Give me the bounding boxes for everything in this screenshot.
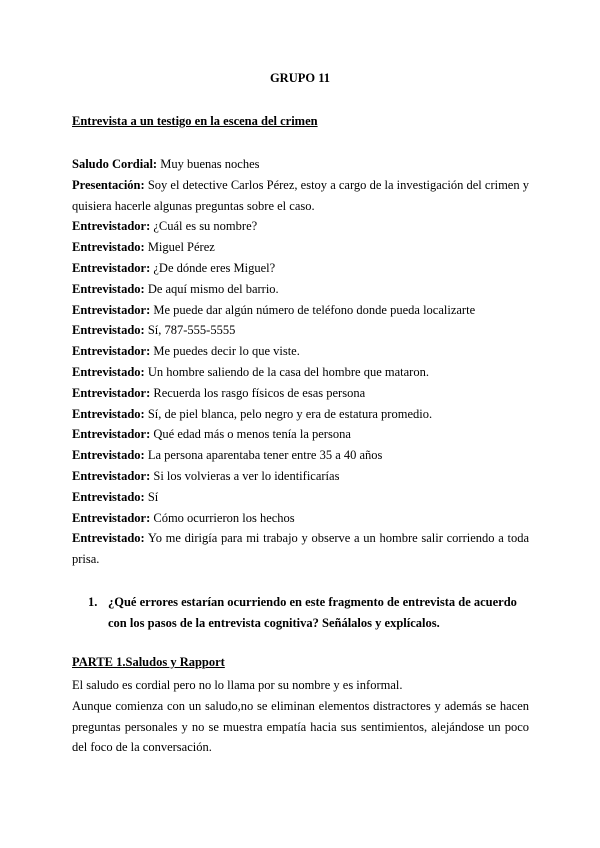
speaker-label: Entrevistado: bbox=[72, 531, 145, 546]
transcript-line bbox=[72, 175, 529, 217]
question-text: ¿Qué errores estarían ocurriendo en este fragmento de entrevista de acuerdo con los pasos de la entrevista cognitiva? Señálalos y explícalos. bbox=[108, 595, 517, 630]
section-heading: PARTE 1.Saludos y Rapport bbox=[72, 655, 225, 669]
line-text: Cómo ocurrieron los hechos bbox=[150, 510, 295, 525]
speaker-label: Entrevistado: bbox=[72, 281, 145, 296]
interview-transcript bbox=[72, 154, 529, 570]
speaker-label: Entrevistador: bbox=[72, 302, 151, 317]
paragraph: Aunque comienza con un saludo,no se eliminan elementos distractores y además se hacen preguntas personales y no se muestra empatía hacia sus sentimientos, alejándose un poco del foco de la conversación. bbox=[72, 698, 529, 755]
transcript-line bbox=[72, 466, 529, 487]
transcript-line bbox=[72, 362, 529, 383]
speaker-label: Entrevistado: bbox=[72, 489, 145, 504]
document-title: GRUPO 11 bbox=[269, 71, 331, 85]
speaker-label: Entrevistado: bbox=[72, 406, 145, 421]
transcript-line bbox=[72, 528, 529, 570]
paragraph: El saludo es cordial pero no lo llama por su nombre y es informal. bbox=[72, 678, 403, 692]
speaker-label: Entrevistador: bbox=[72, 260, 151, 275]
line-text: Qué edad más o menos tenía la persona bbox=[150, 427, 351, 442]
speaker-label: Entrevistado: bbox=[72, 448, 145, 463]
line-text: Sí, 787-555-5555 bbox=[144, 323, 236, 338]
speaker-label: Entrevistado: bbox=[72, 364, 145, 379]
transcript-line bbox=[72, 300, 529, 321]
speaker-label: Entrevistador: bbox=[72, 510, 151, 525]
transcript-line bbox=[72, 487, 529, 508]
speaker-label: Saludo Cordial: bbox=[72, 157, 158, 171]
transcript-line bbox=[72, 154, 529, 175]
line-text: Sí bbox=[144, 489, 159, 504]
question-number: 1. bbox=[88, 595, 98, 609]
speaker-label: Entrevistador: bbox=[72, 219, 151, 234]
line-text: Soy el detective Carlos Pérez, estoy a cargo de la investigación del crimen y quisiera hacerle algunas preguntas sobre el caso. bbox=[72, 177, 529, 213]
transcript-line bbox=[72, 404, 529, 425]
transcript-line bbox=[72, 237, 529, 258]
transcript-line bbox=[72, 383, 529, 404]
section-body bbox=[72, 675, 529, 758]
line-text: Miguel Pérez bbox=[144, 240, 215, 255]
speaker-label: Entrevistado: bbox=[72, 240, 145, 255]
line-text: Yo me dirigía para mi trabajo y observe a un hombre salir corriendo a toda prisa. bbox=[72, 531, 529, 567]
line-text: Sí, de piel blanca, pelo negro y era de estatura promedio. bbox=[144, 406, 433, 421]
line-text: Me puede dar algún número de teléfono donde pueda localizarte bbox=[150, 302, 476, 317]
line-text: Un hombre saliendo de la casa del hombre que mataron. bbox=[144, 364, 429, 379]
line-text: La persona aparentaba tener entre 35 a 40 años bbox=[144, 448, 383, 463]
speaker-label: Entrevistado: bbox=[72, 323, 145, 338]
line-text: De aquí mismo del barrio. bbox=[144, 281, 279, 296]
line-text: ¿Cuál es su nombre? bbox=[150, 219, 258, 234]
transcript-line bbox=[72, 508, 529, 529]
line-text: Muy buenas noches bbox=[157, 157, 260, 171]
question-item bbox=[88, 592, 533, 634]
speaker-label: Entrevistador: bbox=[72, 427, 151, 442]
transcript-line bbox=[72, 258, 529, 279]
speaker-label: Entrevistador: bbox=[72, 468, 151, 483]
transcript-line bbox=[72, 320, 529, 341]
speaker-label: Entrevistador: bbox=[72, 385, 151, 400]
transcript-line bbox=[72, 445, 529, 466]
line-text: Recuerda los rasgo físicos de esas persona bbox=[150, 385, 366, 400]
speaker-label: Entrevistador: bbox=[72, 344, 151, 359]
line-text: Me puedes decir lo que viste. bbox=[150, 344, 300, 359]
document-subtitle: Entrevista a un testigo en la escena del crimen bbox=[72, 114, 318, 128]
speaker-label: Presentación: bbox=[72, 177, 145, 192]
transcript-line bbox=[72, 341, 529, 362]
transcript-line bbox=[72, 216, 529, 237]
line-text: Si los volvieras a ver lo identificarías bbox=[150, 468, 340, 483]
transcript-line bbox=[72, 279, 529, 300]
line-text: ¿De dónde eres Miguel? bbox=[150, 260, 276, 275]
transcript-line bbox=[72, 424, 529, 445]
